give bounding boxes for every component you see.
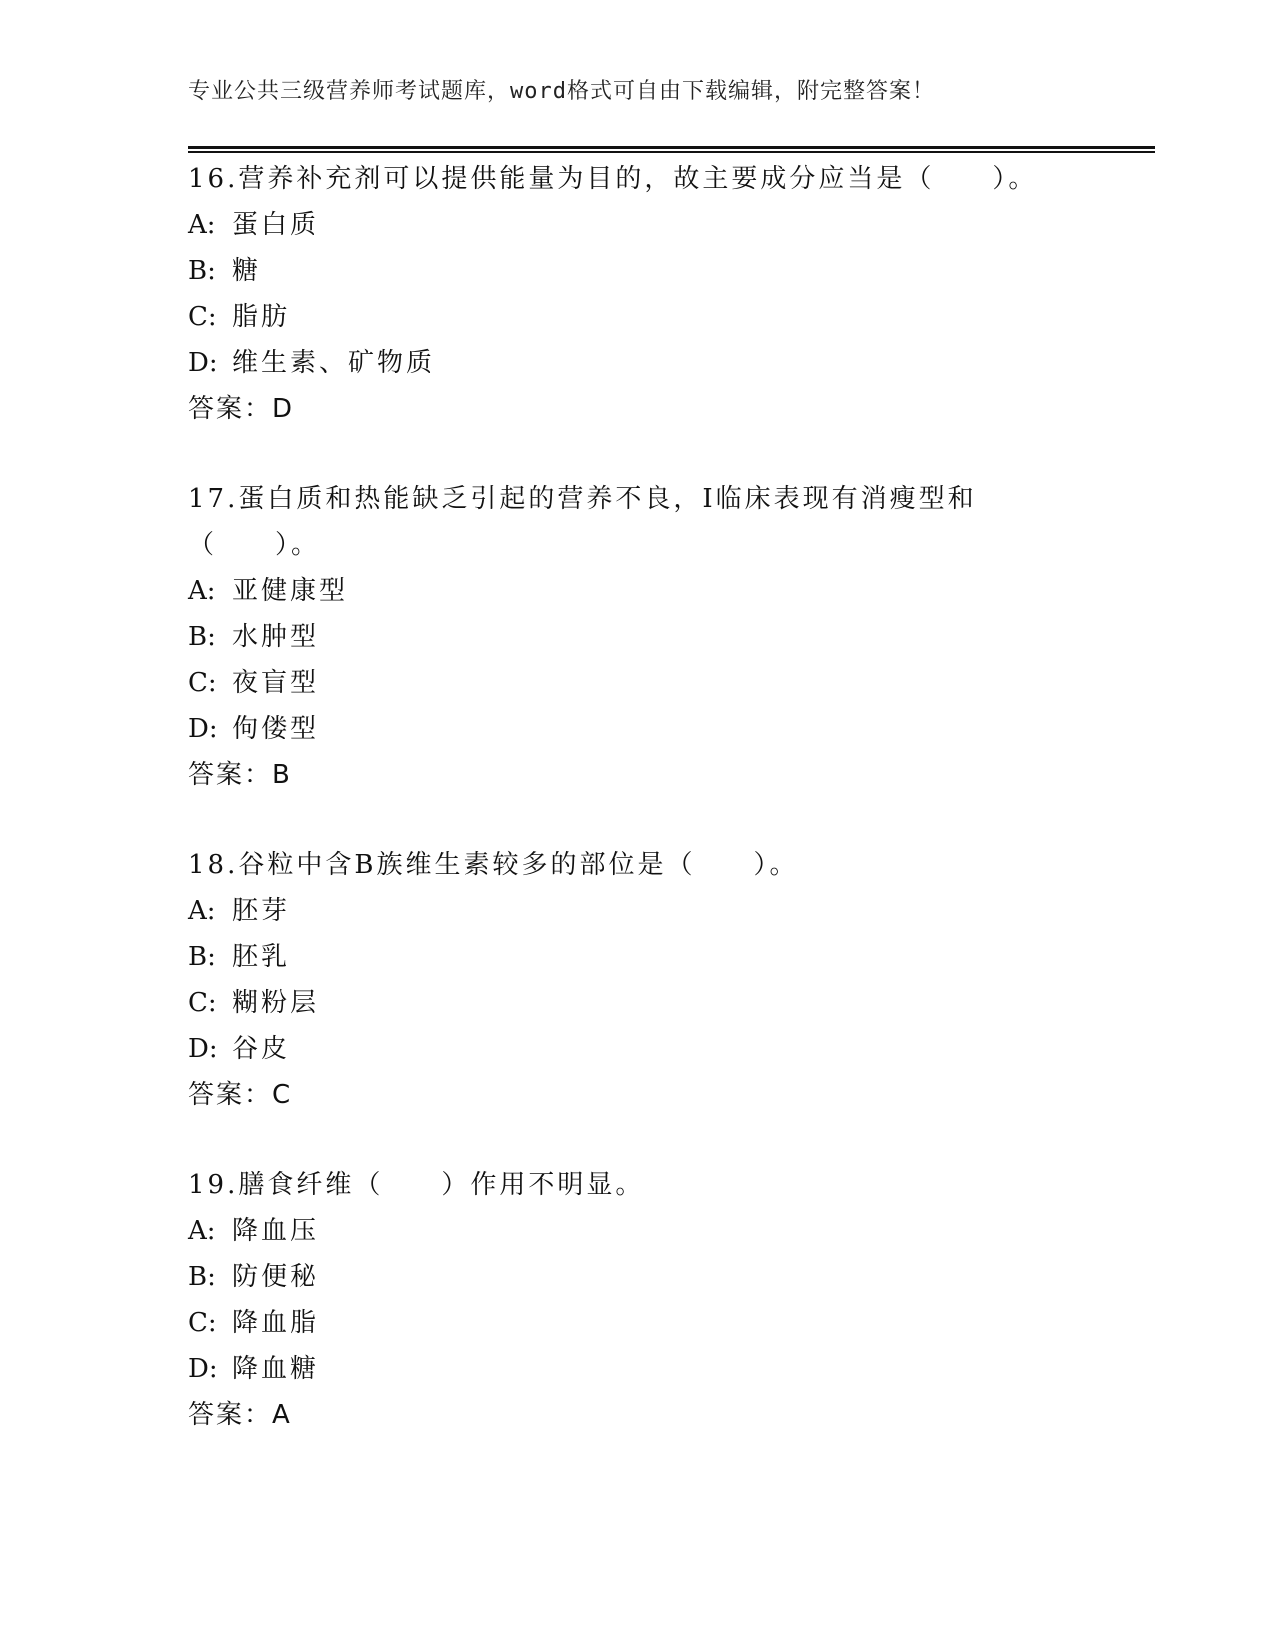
option-key: C: (188, 302, 217, 332)
option-text: 夜盲型 (232, 668, 320, 698)
question-list (188, 156, 1168, 1482)
option-c (188, 660, 1168, 706)
option-text: 胚乳 (232, 942, 291, 972)
option-b (188, 248, 1168, 294)
option-text: 降血压 (232, 1216, 320, 1246)
header-double-rule (188, 146, 1155, 153)
option-text: 亚健康型 (232, 576, 349, 606)
option-text: 维生素、矿物质 (232, 348, 436, 378)
option-key: A: (188, 1216, 216, 1246)
option-a (188, 568, 1168, 614)
answer-line: 答案：C (188, 1080, 293, 1110)
option-d (188, 340, 1168, 386)
option-text: 胚芽 (232, 896, 291, 926)
option-key: C: (188, 1308, 217, 1338)
option-d (188, 706, 1168, 752)
question-16 (188, 156, 1168, 432)
answer-line: 答案：B (188, 760, 292, 790)
option-b (188, 1254, 1168, 1300)
question-17 (188, 476, 1168, 798)
option-key: B: (188, 1262, 216, 1292)
option-a (188, 888, 1168, 934)
option-b (188, 934, 1168, 980)
question-stem: 17.蛋白质和热能缺乏引起的营养不良，I临床表现有消瘦型和（ ）。 (188, 484, 977, 560)
question-stem: 16.营养补充剂可以提供能量为目的，故主要成分应当是（ ）。 (188, 164, 1038, 194)
option-key: B: (188, 622, 216, 652)
question-stem: 18.谷粒中含B族维生素较多的部位是（ ）。 (188, 850, 799, 880)
option-key: C: (188, 668, 217, 698)
option-d (188, 1026, 1168, 1072)
option-c (188, 980, 1168, 1026)
option-text: 降血脂 (232, 1308, 320, 1338)
option-key: D: (188, 1354, 218, 1384)
question-19 (188, 1162, 1168, 1438)
option-text: 糊粉层 (232, 988, 320, 1018)
option-key: A: (188, 210, 216, 240)
option-a (188, 1208, 1168, 1254)
option-text: 谷皮 (232, 1034, 291, 1064)
option-key: D: (188, 1034, 218, 1064)
option-text: 蛋白质 (232, 210, 320, 240)
option-key: A: (188, 896, 216, 926)
option-key: D: (188, 714, 218, 744)
option-a (188, 202, 1168, 248)
option-b (188, 614, 1168, 660)
option-c (188, 294, 1168, 340)
answer-line: 答案：D (188, 394, 295, 424)
question-stem: 19.膳食纤维（ ）作用不明显。 (188, 1170, 645, 1200)
page-header: 专业公共三级营养师考试题库，word格式可自由下载编辑，附完整答案！ (188, 79, 935, 104)
option-text: 脂肪 (232, 302, 291, 332)
option-key: A: (188, 576, 216, 606)
option-key: B: (188, 942, 216, 972)
option-text: 佝偻型 (232, 714, 320, 744)
option-text: 水肿型 (232, 622, 320, 652)
option-d (188, 1346, 1168, 1392)
option-c (188, 1300, 1168, 1346)
option-key: B: (188, 256, 216, 286)
option-text: 防便秘 (232, 1262, 320, 1292)
option-text: 糖 (232, 256, 262, 286)
option-text: 降血糖 (232, 1354, 320, 1384)
option-key: D: (188, 348, 218, 378)
option-key: C: (188, 988, 217, 1018)
question-18 (188, 842, 1168, 1118)
answer-line: 答案：A (188, 1400, 292, 1430)
